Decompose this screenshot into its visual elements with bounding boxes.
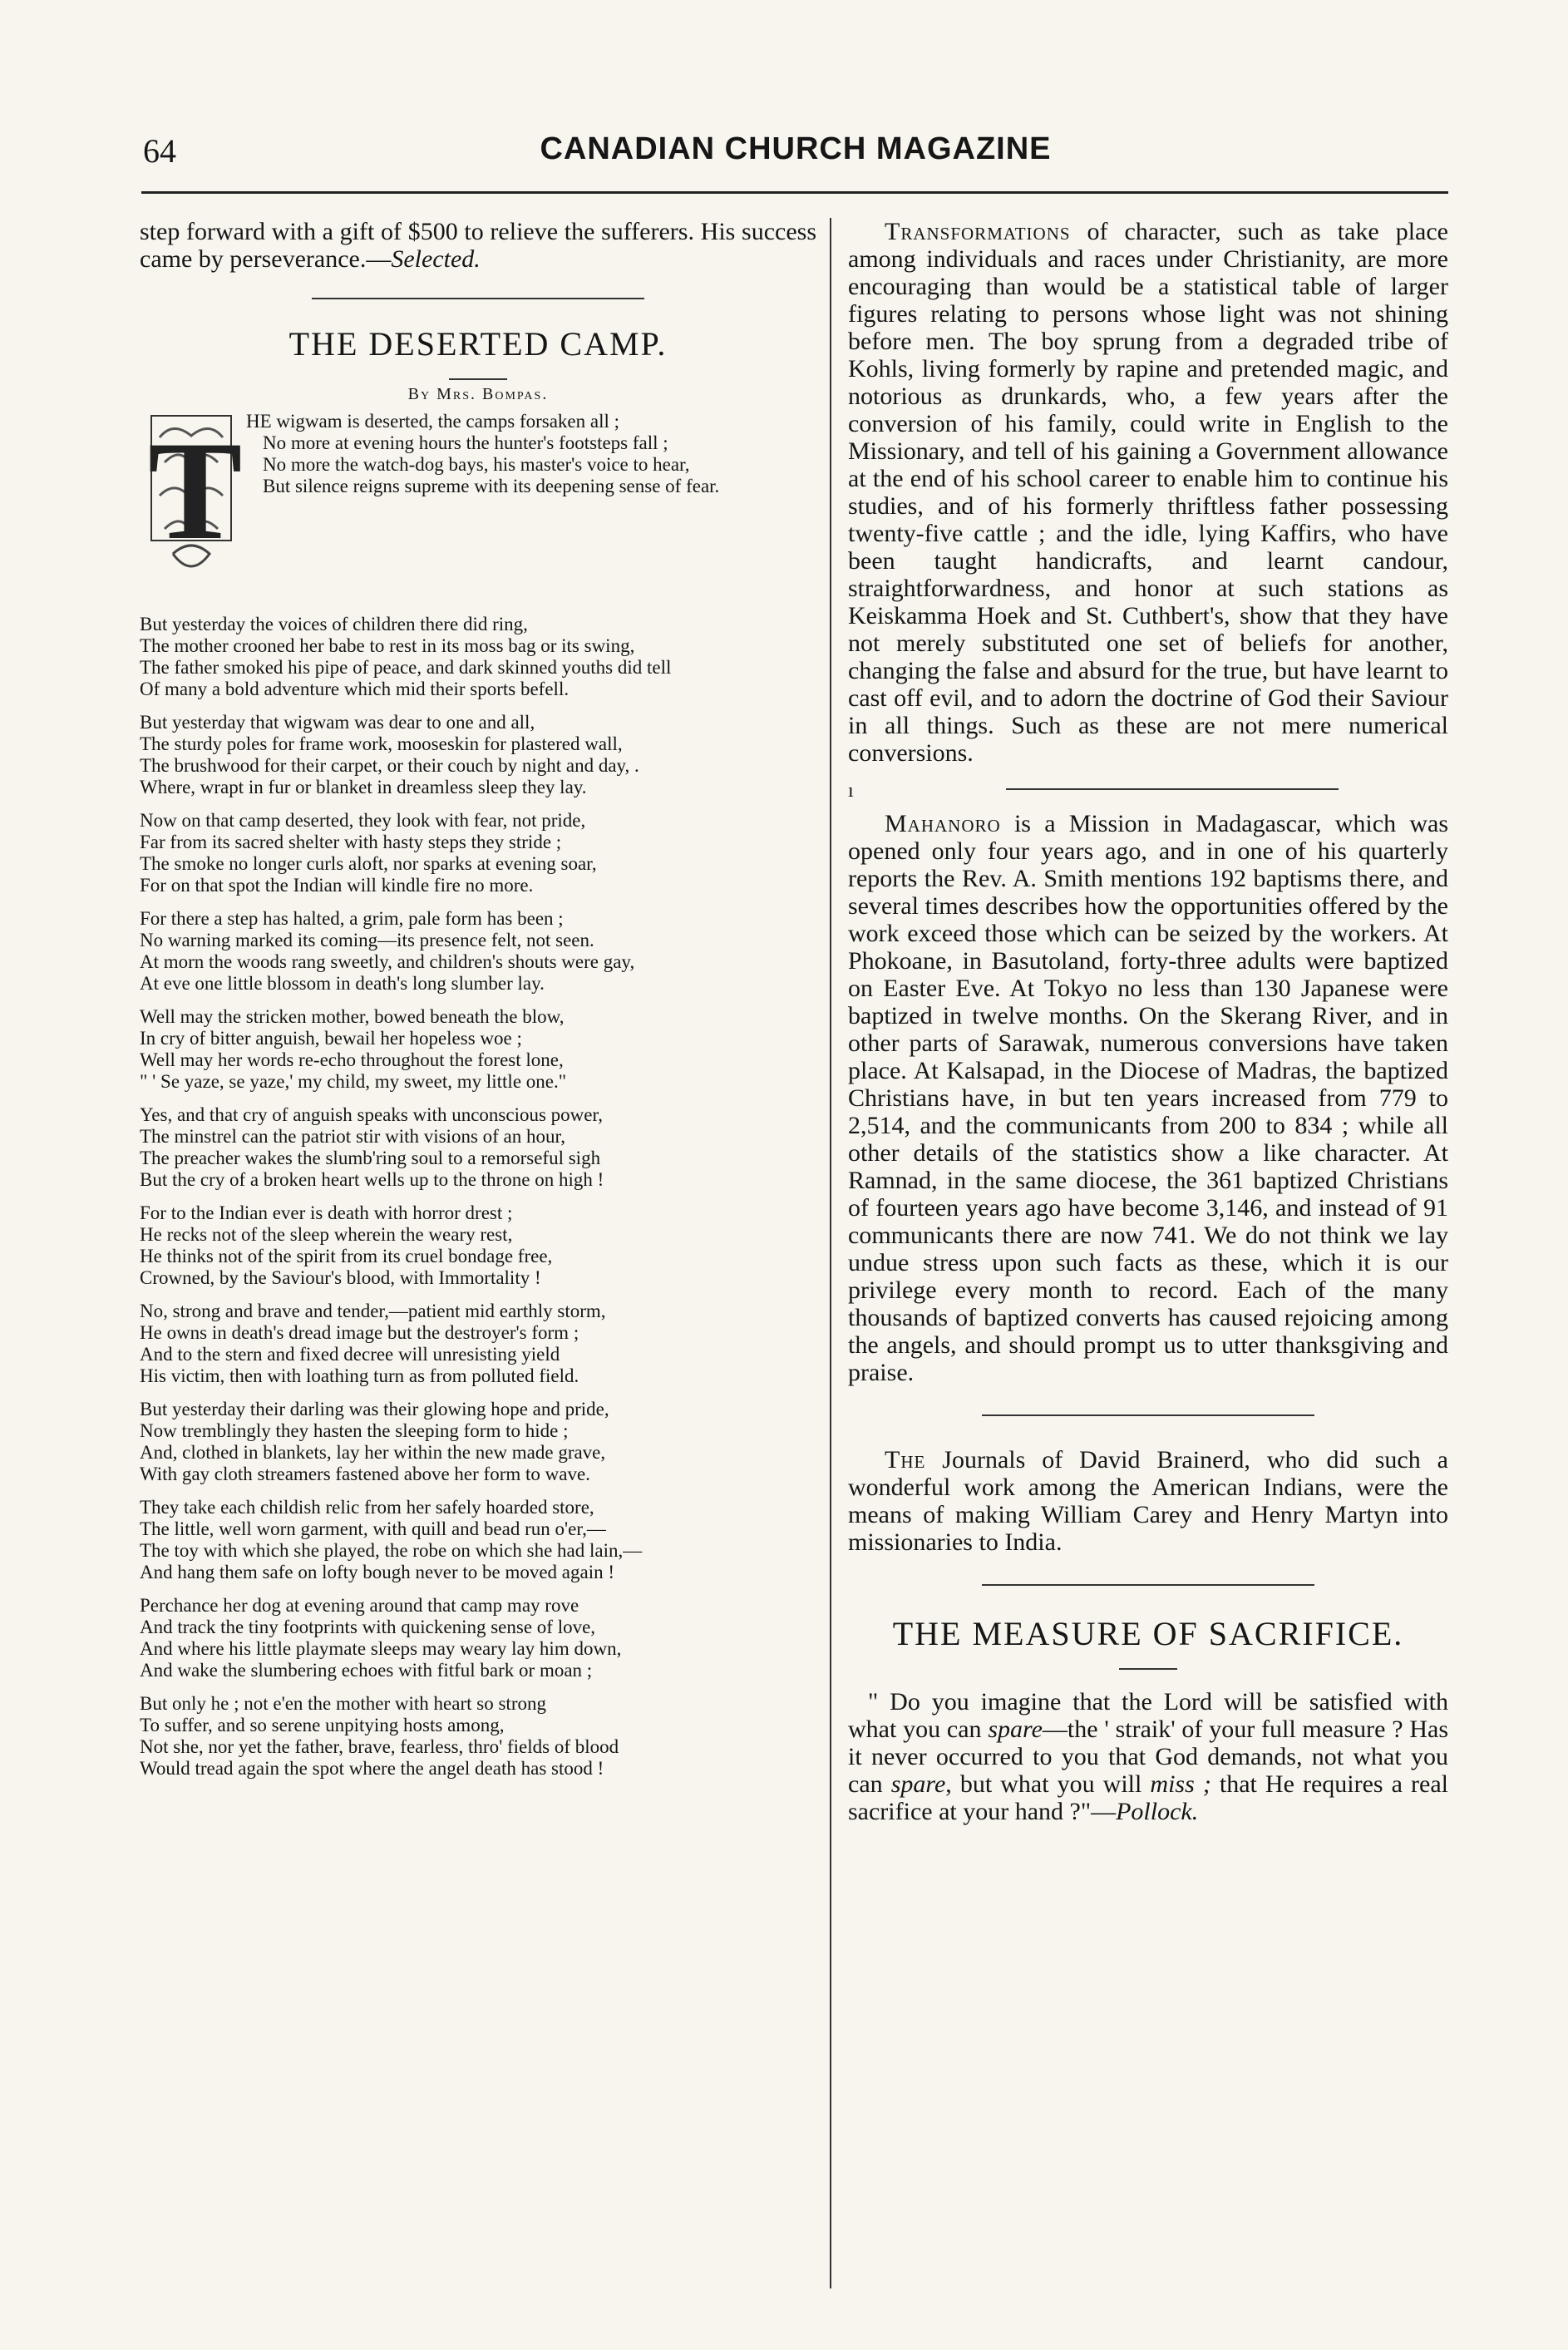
poem-line: But the cry of a broken heart wells up to the throne on high !: [140, 1169, 604, 1190]
poem-stanza: [140, 1693, 816, 1780]
column-divider: [830, 218, 831, 2288]
poem-line: Not she, nor yet the father, brave, fearless, thro' fields of blood: [140, 1736, 619, 1757]
poem-line: Yes, and that cry of anguish speaks with unconscious power,: [140, 1104, 603, 1125]
poem-line: The toy with which she played, the robe on which she had lain,—: [140, 1540, 643, 1561]
left-column: [140, 218, 816, 1791]
dropcap-letter: T: [148, 412, 243, 569]
poem-line: The brushwood for their carpet, or their couch by night and day, .: [140, 755, 639, 776]
poem-line: Well may her words re-echo throughout the forest lone,: [140, 1049, 564, 1070]
poem-line: The minstrel can the patriot stir with visions of an hour,: [140, 1126, 566, 1147]
measure-emphasis: miss ;: [1150, 1770, 1211, 1798]
poem-line: He owns in death's dread image but the destroyer's form ;: [140, 1322, 579, 1343]
poem-body: [140, 411, 816, 1780]
poem-line: No more the watch-dog bays, his master's voice to hear,: [263, 454, 690, 475]
poem-line: The preacher wakes the slumb'ring soul to a remorseful sigh: [140, 1148, 601, 1168]
poem-line: No, strong and brave and tender,—patient mid earthly storm,: [140, 1301, 606, 1321]
poem-line: The mother crooned her babe to rest in its moss bag or its swing,: [140, 635, 635, 656]
separator-rule: [982, 1584, 1314, 1586]
poem-stanza: [140, 1399, 816, 1485]
poem-line: " ' Se yaze, se yaze,' my child, my sweet, my little one.": [140, 1071, 567, 1092]
poem-title: THE DESERTED CAMP.: [288, 325, 668, 363]
poem-line: Would tread again the spot where the angel death has stood !: [140, 1758, 604, 1779]
poem-stanza: [140, 908, 816, 995]
intro-paragraph: [140, 218, 816, 273]
measure-title: THE MEASURE OF SACRIFICE.: [892, 1615, 1404, 1652]
poem-line: Where, wrapt in fur or blanket in dreamless sleep they lay.: [140, 777, 587, 797]
poem-line: They take each childish relic from her safely hoarded store,: [140, 1497, 594, 1518]
transformations-paragraph: [848, 218, 1448, 767]
poem-line: Now on that camp deserted, they look with fear, not pride,: [140, 810, 586, 831]
poem-line: And hang them safe on lofty bough never to be moved again !: [140, 1562, 615, 1582]
poem-line: The little, well worn garment, with quill and bead run o'er,—: [140, 1518, 606, 1539]
poem-stanza: [140, 1497, 816, 1583]
poem-line: But yesterday their darling was their glowing hope and pride,: [140, 1399, 609, 1419]
poem-stanza: [140, 1202, 816, 1289]
poem-line: HE wigwam is deserted, the camps forsaken all ;: [246, 411, 620, 432]
poem-line: No warning marked its coming—its presence felt, not seen.: [140, 930, 594, 950]
poem-line: And wake the slumbering echoes with fitful bark or moan ;: [140, 1660, 593, 1681]
brainerd-paragraph: [848, 1446, 1448, 1556]
page-number: 64: [143, 132, 176, 170]
poem-first-stanza: [140, 411, 816, 602]
poem-line: For there a step has halted, a grim, pale form has been ;: [140, 908, 564, 929]
poem-line: Of many a bold adventure which mid their sports befell.: [140, 679, 570, 699]
poem-stanzas: [140, 614, 816, 1780]
poem-line: Now tremblingly they hasten the sleeping form to hide ;: [140, 1420, 569, 1441]
measure-emphasis: spare: [890, 1770, 946, 1798]
measure-text: that He requires a real sacrifice at your hand ?"—: [848, 1770, 1448, 1825]
brainerd-lead: The: [885, 1446, 926, 1474]
poem-byline: By Mrs. Bompas.: [407, 385, 549, 403]
poem-stanza: [140, 810, 816, 896]
poem-stanza: [140, 1006, 816, 1093]
intro-text: step forward with a gift of $500 to relieve the sufferers. His success came by perseverance.—: [140, 218, 816, 273]
poem-line: But silence reigns supreme with its deepening sense of fear.: [263, 476, 720, 496]
measure-text: —the ' straik' of your full measure ? Has it never occurred to you that God demands, not what you can: [848, 1716, 1448, 1798]
poem-line: But yesterday the voices of children there did ring,: [140, 614, 528, 634]
transformations-lead: Transformations: [885, 218, 1071, 245]
page-header: [143, 131, 1448, 181]
brainerd-text: Journals of David Brainerd, who did such a wonderful work among the American Indians, were the means of making William Carey and Henry Martyn into missionaries to India.: [848, 1446, 1448, 1556]
poem-line: He recks not of the sleep wherein the weary rest,: [140, 1224, 513, 1245]
mahanoro-paragraph: [848, 810, 1448, 1386]
poem-line: The father smoked his pipe of peace, and dark skinned youths did tell: [140, 657, 672, 678]
poem-line: With gay cloth streamers fastened above her form to wave.: [140, 1464, 590, 1484]
poem-line: He thinks not of the spirit from its cruel bondage free,: [140, 1246, 553, 1266]
transformations-text: of character, such as take place among individuals and races under Christianity, are more encouraging than would be a statistical table of larger figures relating to persons whose light was not shining before men. The boy sprung from a degraded tribe of Kohls, living formerly by rapine and pretended magic, and notorious as drunkards, who, a few years after the conversion of his family, could write in English to the Missionary, and tell of his gaining a Government allowance at the end of his school career to enable him to continue his studies, and of his formerly thriftless father possessing twenty-five cattle ; and the idle, lying Kaffirs, who have been taught handicrafts, and learnt candour, straightforwardness, and honor at such stations as Keiskamma Hoek and St. Cuthbert's, show that they have not merely substituted one set of beliefs for another, changing the false and absurd for the true, but have learnt to cast off evil, and to adorn the doctrine of God their Saviour in all things. Such as these are not mere numerical conversions.: [848, 218, 1448, 767]
measure-source: Pollock.: [1116, 1798, 1199, 1825]
measure-paragraph: [848, 1688, 1448, 1825]
poem-line: For to the Indian ever is death with horror drest ;: [140, 1202, 513, 1223]
intro-source: Selected.: [391, 245, 481, 273]
poem-stanza: [140, 1104, 816, 1191]
mahanoro-lead: Mahanoro: [885, 810, 1001, 837]
poem-line: Crowned, by the Saviour's blood, with Immortality !: [140, 1267, 541, 1288]
poem-line: And track the tiny footprints with quickening sense of love,: [140, 1617, 596, 1637]
poem-line: But yesterday that wigwam was dear to one and all,: [140, 712, 535, 733]
poem-line: To suffer, and so serene unpitying hosts among,: [140, 1715, 505, 1735]
measure-text: , but what you will: [945, 1770, 1151, 1798]
poem-line: But only he ; not e'en the mother with heart so strong: [140, 1693, 546, 1714]
poem-line: And to the stern and fixed decree will unresisting yield: [140, 1344, 560, 1365]
poem-line: At eve one little blossom in death's long slumber lay.: [140, 973, 545, 994]
separator-rule: [312, 298, 644, 299]
measure-text: " Do you imagine that the Lord will be satisfied with what you can: [848, 1688, 1448, 1743]
running-title: CANADIAN CHURCH MAGAZINE: [540, 131, 1052, 166]
title-rule: [449, 378, 507, 380]
separator-rule: [982, 1414, 1314, 1416]
separator-block: [848, 767, 1448, 810]
separator-rule: [1006, 788, 1339, 790]
right-column: [848, 218, 1448, 1825]
poem-stanza: [140, 712, 816, 798]
poem-line: His victim, then with loathing turn as from polluted field.: [140, 1365, 579, 1386]
poem-line: No more at evening hours the hunter's footsteps fall ;: [263, 432, 668, 453]
poem-line: The sturdy poles for frame work, mooseskin for plastered wall,: [140, 733, 623, 754]
poem-stanza: [140, 1301, 816, 1387]
poem-line: Far from its sacred shelter with hasty steps they stride ;: [140, 832, 562, 852]
poem-stanza: [140, 1595, 816, 1681]
poem-line: Well may the stricken mother, bowed beneath the blow,: [140, 1006, 565, 1027]
poem-stanza: [140, 614, 816, 700]
poem-line: At morn the woods rang sweetly, and children's shouts were gay,: [140, 951, 635, 972]
header-rule: [141, 191, 1448, 194]
poem-line: And where his little playmate sleeps may weary lay him down,: [140, 1638, 622, 1659]
poem-line: The smoke no longer curls aloft, nor sparks at evening soar,: [140, 853, 597, 874]
poem-line: For on that spot the Indian will kindle fire no more.: [140, 875, 534, 896]
measure-emphasis: spare: [988, 1716, 1043, 1743]
stray-mark: ı: [848, 780, 854, 802]
poem-line: Perchance her dog at evening around that camp may rove: [140, 1595, 579, 1616]
title-rule: [1119, 1668, 1177, 1670]
poem-line: In cry of bitter anguish, bewail her hopeless woe ;: [140, 1028, 522, 1049]
poem-line: And, clothed in blankets, lay her within the new made grave,: [140, 1442, 606, 1463]
mahanoro-text: is a Mission in Madagascar, which was opened only four years ago, and in one of his quarterly reports the Rev. A. Smith mentions 192 baptisms there, and several times describes how the opportunities offered by the work exceed those which can be seized by the workers. At Phokoane, in Basutoland, forty-three adults were baptized on Easter Eve. At Tokyo no less than 130 Japanese were baptized in twelve months. On the Skerang River, and in other parts of Sarawak, numerous conversions have taken place. At Kalsapad, in the Diocese of Madras, the baptized Christians have, in but ten years increased from 779 to 2,514, and the communicants from 200 to 834 ; while all other details of the statistics show a like character. At Ramnad, in the same diocese, the 361 baptized Christians of fourteen years ago have become 3,146, and instead of 91 communicants there are now 741. We do not think we lay undue stress upon such facts as these, which it is our privilege every month to record. Each of the many thousands of baptized converts has caused rejoicing among the angels, and should prompt us to utter thanksgiving and praise.: [848, 810, 1448, 1386]
